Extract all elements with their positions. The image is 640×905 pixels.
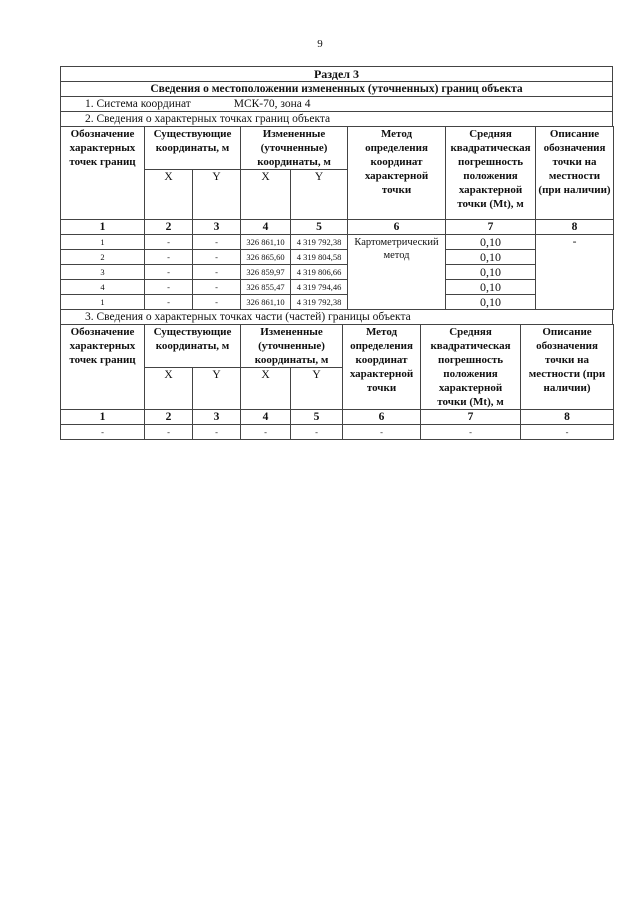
existing-x: - <box>145 250 193 265</box>
col-number: 3 <box>193 220 241 235</box>
empty-cell: - <box>343 425 421 440</box>
table-row <box>61 280 614 295</box>
existing-y: - <box>193 250 241 265</box>
existing-y: - <box>193 295 241 310</box>
point-id: 4 <box>61 280 145 295</box>
section-title: Раздел 3 <box>61 67 613 82</box>
description-value: - <box>536 235 614 310</box>
point-id: 2 <box>61 250 145 265</box>
empty-cell: - <box>291 425 343 440</box>
header-method: Метод определения координат характерной точки <box>348 127 446 220</box>
col-number: 3 <box>193 410 241 425</box>
part3-title-table <box>60 309 613 325</box>
part2-title: 2. Сведения о характерных точках границ объекта <box>61 112 613 127</box>
column-number-row <box>61 220 614 235</box>
existing-y: - <box>193 235 241 250</box>
col-number: 1 <box>61 220 145 235</box>
col-number: 8 <box>521 410 614 425</box>
empty-cell: - <box>145 425 193 440</box>
header-method: Метод определения координат характерной точки <box>343 325 421 410</box>
header-changed: Измененные (уточненные) координаты, м <box>241 127 348 170</box>
changed-y: 4 319 792,38 <box>291 235 348 250</box>
col-number: 1 <box>61 410 145 425</box>
header-designation: Обозначение характерных точек границ <box>61 325 145 410</box>
header-existing-x: X <box>145 170 193 220</box>
coord-system-label: 1. Система координат <box>85 98 191 110</box>
header-description: Описание обозначения точки на местности (при наличии) <box>521 325 614 410</box>
point-id: 1 <box>61 295 145 310</box>
header-accuracy: Средняя квадратическая погрешность положения характерной точки (Mt), м <box>446 127 536 220</box>
part2-table <box>60 126 614 310</box>
accuracy-value: 0,10 <box>446 280 536 295</box>
col-number: 7 <box>446 220 536 235</box>
accuracy-value: 0,10 <box>446 250 536 265</box>
changed-x: 326 865,60 <box>241 250 291 265</box>
accuracy-value: 0,10 <box>446 235 536 250</box>
section-header-table <box>60 66 613 127</box>
header-changed-y: Y <box>291 368 343 410</box>
method-value: Картометрический метод <box>354 237 439 261</box>
col-number: 5 <box>291 410 343 425</box>
header-designation: Обозначение характерных точек границ <box>61 127 145 220</box>
section-3-document <box>60 66 613 440</box>
header-accuracy: Средняя квадратическая погрешность положения характерной точки (Mt), м <box>421 325 521 410</box>
changed-y: 4 319 804,58 <box>291 250 348 265</box>
part3-title: 3. Сведения о характерных точках части (частей) границы объекта <box>61 310 613 325</box>
header-existing: Существующие координаты, м <box>145 325 241 368</box>
coord-system-value: МСК-70, зона 4 <box>233 98 311 110</box>
changed-x: 326 861,10 <box>241 295 291 310</box>
existing-x: - <box>145 280 193 295</box>
changed-y: 4 319 806,66 <box>291 265 348 280</box>
header-description: Описание обозначения точки на местности (при наличии) <box>536 127 614 220</box>
existing-x: - <box>145 235 193 250</box>
table-row <box>61 250 614 265</box>
empty-cell: - <box>521 425 614 440</box>
point-id: 1 <box>61 235 145 250</box>
table-row <box>61 295 614 310</box>
table-row <box>61 425 614 440</box>
col-number: 4 <box>241 410 291 425</box>
section-subtitle: Сведения о местоположении измененных (уточненных) границ объекта <box>61 82 613 97</box>
header-changed-x: X <box>241 368 291 410</box>
page-number: 9 <box>317 38 323 50</box>
empty-cell: - <box>421 425 521 440</box>
header-existing-y: Y <box>193 170 241 220</box>
column-number-row <box>61 410 614 425</box>
existing-x: - <box>145 295 193 310</box>
empty-cell: - <box>193 425 241 440</box>
changed-x: 326 855,47 <box>241 280 291 295</box>
col-number: 5 <box>291 220 348 235</box>
header-changed: Измененные (уточненные) координаты, м <box>241 325 343 368</box>
empty-cell: - <box>61 425 145 440</box>
changed-y: 4 319 794,46 <box>291 280 348 295</box>
existing-x: - <box>145 265 193 280</box>
existing-y: - <box>193 265 241 280</box>
header-existing-y: Y <box>193 368 241 410</box>
accuracy-value: 0,10 <box>446 295 536 310</box>
table-row <box>61 235 614 250</box>
coord-system-row <box>61 97 613 112</box>
col-number: 2 <box>145 410 193 425</box>
col-number: 6 <box>348 220 446 235</box>
accuracy-value: 0,10 <box>446 265 536 280</box>
empty-cell: - <box>241 425 291 440</box>
col-number: 2 <box>145 220 193 235</box>
header-existing: Существующие координаты, м <box>145 127 241 170</box>
method-cell <box>348 235 446 310</box>
point-id: 3 <box>61 265 145 280</box>
header-changed-x: X <box>241 170 291 220</box>
col-number: 8 <box>536 220 614 235</box>
changed-x: 326 859,97 <box>241 265 291 280</box>
col-number: 4 <box>241 220 291 235</box>
col-number: 7 <box>421 410 521 425</box>
header-changed-y: Y <box>291 170 348 220</box>
col-number: 6 <box>343 410 421 425</box>
table-row <box>61 265 614 280</box>
part3-table <box>60 324 614 440</box>
changed-y: 4 319 792,38 <box>291 295 348 310</box>
header-existing-x: X <box>145 368 193 410</box>
changed-x: 326 861,10 <box>241 235 291 250</box>
existing-y: - <box>193 280 241 295</box>
